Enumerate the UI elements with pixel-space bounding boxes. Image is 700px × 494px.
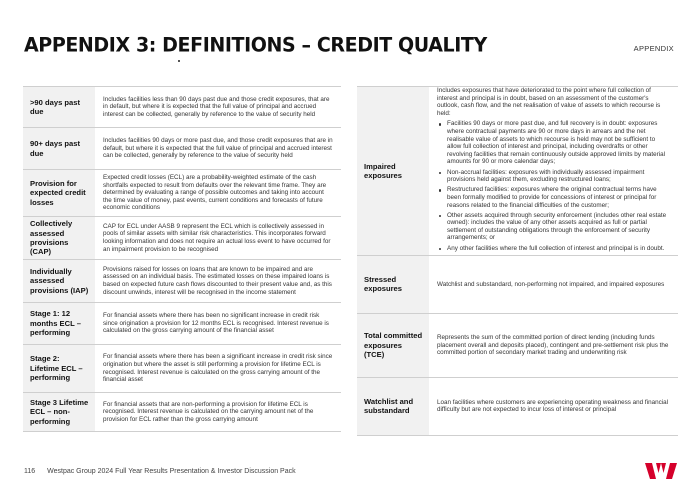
table-row — [357, 255, 678, 313]
section-label: APPENDIX — [633, 44, 674, 53]
table-row — [23, 260, 341, 303]
page-title: APPENDIX 3: DEFINITIONS – CREDIT QUALITY — [24, 33, 487, 57]
table-row — [357, 87, 678, 256]
definition-cell: Provisions raised for losses on loans that are known to be impaired and are assessed on an individual basis. The estimated losses on these impaired loans is based on expected future cash flows discounted to their present value and, as this discount unwinds, interest will be recognised in the income statement — [95, 260, 341, 303]
definition-cell: Expected credit losses (ECL) are a probability-weighted estimate of the cash shortfalls expected to result from defaults over the relevant time frame. They are determined by evaluating a range of possible outcomes and taking into account the time value of money, past events, current conditions and forecasts of future economic conditions — [95, 170, 341, 217]
footer — [24, 468, 296, 475]
definition-cell: For financial assets that are non-performing a provision for lifetime ECL is recognised. Interest revenue is calculated on the carrying amount net of the provision for ECL rather than the gross carrying amount — [95, 393, 341, 432]
table-row — [357, 377, 678, 435]
table-row — [23, 217, 341, 260]
list-item: Any other facilities where the full collection of interest and principal is in doubt. — [437, 245, 671, 253]
table-row — [23, 393, 341, 432]
definition-cell: CAP for ECL under AASB 9 represent the ECL which is collectively assessed in pools of similar assets with similar risk characteristics. This incorporates forward looking information and does not require an actual loss event to have occurred for an impairment provision to be recognised — [95, 217, 341, 260]
definition-cell: Loan facilities where customers are experiencing operating weakness and financial difficulty but are not expected to incur loss of interest or principal — [429, 377, 678, 435]
term-cell: Collectively assessed provisions (CAP) — [23, 217, 95, 260]
term-cell: Stage 3 Lifetime ECL – non-performing — [23, 393, 95, 432]
logo-center-right — [661, 463, 666, 473]
definition-cell — [429, 87, 678, 256]
logo-right-stroke — [666, 463, 677, 479]
logo-center-left — [656, 463, 661, 473]
term-cell: Individually assessed provisions (IAP) — [23, 260, 95, 303]
term-cell: Stage 1: 12 months ECL – performing — [23, 303, 95, 345]
definitions-table-right — [357, 86, 678, 436]
decorative-dot — [178, 60, 180, 62]
page-number: 116 — [24, 468, 36, 475]
definition-cell: For financial assets where there has been a significant increase in credit risk since origination but where the asset is still performing a provision for lifetime ECL is recognised. Interest revenue is calculated on the gross carrying amount of the financial asset — [95, 345, 341, 393]
term-cell: Impaired exposures — [357, 87, 429, 256]
term-cell: Provision for expected credit losses — [23, 170, 95, 217]
term-cell: Stage 2: Lifetime ECL – performing — [23, 345, 95, 393]
impaired-bullet-list — [437, 120, 671, 252]
table-row — [23, 87, 341, 128]
footer-text: Westpac Group 2024 Full Year Results Presentation & Investor Discussion Pack — [47, 468, 296, 475]
list-item: Other assets acquired through security enforcement (includes other real estate owned): includes the value of any other assets acquired as full or partial settlement of outstanding obligations through the enforcement of security arrangements; or — [437, 212, 671, 242]
term-cell: 90+ days past due — [23, 128, 95, 170]
term-cell: Total committed exposures (TCE) — [357, 313, 429, 377]
list-item: Non-accrual facilities: exposures with individually assessed impairment provisions held against them, excluding restructured loans; — [437, 169, 671, 184]
definition-cell: Watchlist and substandard, non-performing not impaired, and impaired exposures — [429, 255, 678, 313]
table-row — [23, 345, 341, 393]
definition-cell: Includes facilities 90 days or more past due, and those credit exposures that are in default, but where it is expected that the full value of principal and accrued interest can be collected, generally by reference to the value of security held — [95, 128, 341, 170]
westpac-w-logo-icon — [645, 463, 677, 479]
term-cell: Stressed exposures — [357, 255, 429, 313]
table-row — [357, 313, 678, 377]
term-cell: Watchlist and substandard — [357, 377, 429, 435]
list-item: Restructured facilities: exposures where the original contractual terms have been formally modified to provide for concessions of interest or principal for reasons related to the financial difficulties of the customer; — [437, 186, 671, 209]
table-row — [23, 303, 341, 345]
term-cell: >90 days past due — [23, 87, 95, 128]
impaired-intro: Includes exposures that have deteriorated to the point where full collection of interest and principal is in doubt, based on an assessment of the customer's outlook, cash flow, and the net realisation of value of assets to which recourse is held: — [437, 87, 661, 117]
table-row — [23, 170, 341, 217]
definitions-table-left — [23, 86, 341, 432]
logo-left-stroke — [645, 463, 656, 479]
definition-cell: Represents the sum of the committed portion of direct lending (including funds placement overall and deposits placed), contingent and pre-settlement risk plus the committed portion of secondary market trading and underwriting risk — [429, 313, 678, 377]
list-item: Facilities 90 days or more past due, and full recovery is in doubt: exposures where contractual payments are 90 or more days in arrears and the net realisable value of assets to which recourse is held may not be sufficient to allow full collection of interest and principal, including overdrafts or other revolving facilities that remain continuously outside approved limits by material amounts for 90 or more calendar days; — [437, 120, 671, 166]
definition-cell: Includes facilities less than 90 days past due and those credit exposures, that are in default, but where it is expected that the full value of principal and accrued interest can be collected, generally by reference to the value of security held — [95, 87, 341, 128]
definition-cell: For financial assets where there has been no significant increase in credit risk since origination a provision for 12 months ECL is recognised. Interest revenue is calculated on the gross carrying amount of the financial asset — [95, 303, 341, 345]
table-row — [23, 128, 341, 170]
